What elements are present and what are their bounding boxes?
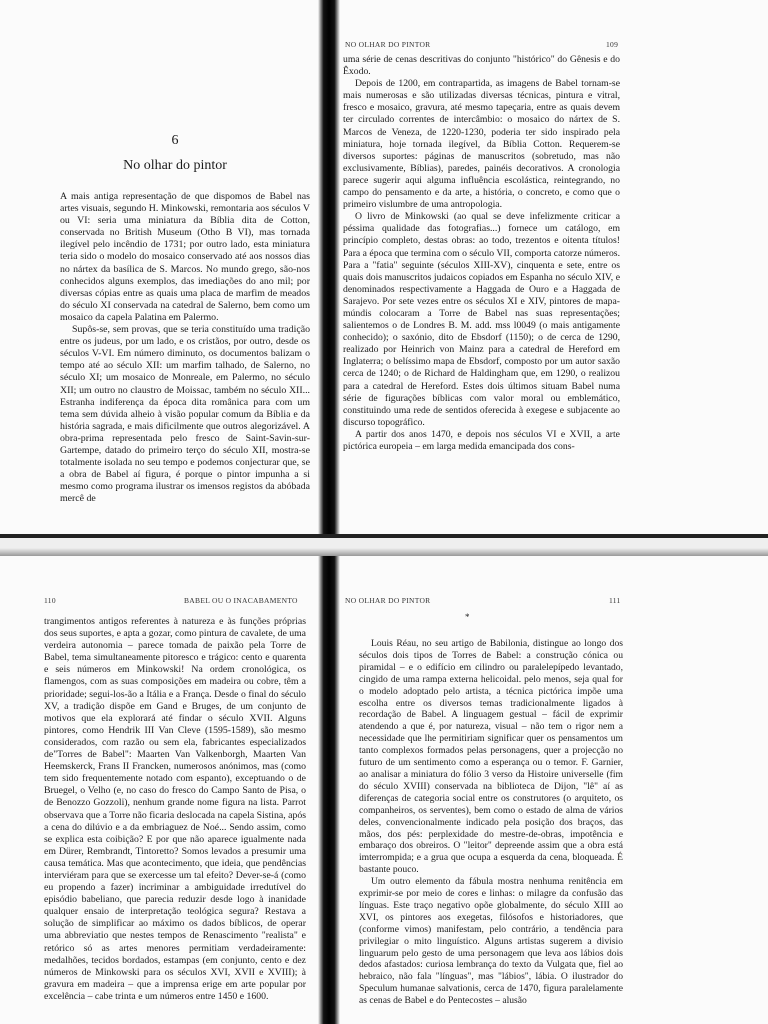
paragraph: A partir dos anos 1470, e depois nos séculos VI e XVII, a arte pictórica europeia – em larga medida emancipada dos cons- — [343, 428, 620, 452]
paragraph: trangimentos antigos referentes à natureza e às funções próprias dos seus suportes, e apta a gozar, como pintura de cavalete, de uma verdeira autonomia – parece tomada de paixão pela Torre de Babel, tema simultaneamente pitoresco e trágico: cento e quarenta e seis números em Minkowski! Na ordem cronológica, os flamengos, com as suas composições em madeira ou cobre, têm a prioridade; segui-los-ão a Itália e a França. Desde o final do século XV, a tradição dispõe em Gand e Bruges, de um conjunto de motivos que ela explorará até findar o século XVII. Alguns pintores, como Hendrik III Van Cleve (1595-1589), são mesmo considerados, com razão ou sem ela, fabricantes especializados de"Torres de Babel": Maarten Van Valkenborgh, Maarten Van Heemskerck, Frans II Francken, numerosos anónimos, mas (como tem sido frequentemente notado com espanto), exceptuando o de Bruegel, o Velho (e, no caso do fresco do Campo Santo de Pisa, o de Benozzo Gozzoli), nenhum grande nome figura na lista. Parrot observava que a Torre não ficaria deslocada na capela Sistina, após a cena do dilúvio e a da embriaguez de Noé... Sendo assim, como se explica esta coibição? E por que não aparece igualmente nada em Dürer, Rembrandt, Tintoretto? Somos levados a presumir uma causa temática. Mas que acontecimento, que ideia, que pendências interviéram para que se exercesse um tal efeito? Dever-se-á (como eu propendo a fazer) incriminar a ambiguidade irredutível do episódio babeliano, que parecia reduzir desde logo à inanidade qualquer ensaio de interpretação teológica segura? Restava a solução de simplificar ao máximo os dados bíblicos, de operar uma abbreviatio que nestes tempos de Renascimento "realista" e retórico só as artes menores permitiam verdadeiramente: medalhões, tecidos bordados, estampas (em conjunto, cento e dez números de Minkowski para os séculos XVI, XVII e XVIII); à gravura em madeira – que a imprensa erige em arte popular por excelência – cabe trinta e um números entre 1450 e 1600. — [44, 616, 306, 1002]
page-separator-shadow — [0, 548, 768, 556]
running-header: NO OLHAR DO PINTOR — [345, 40, 431, 49]
paragraph: Louis Réau, no seu artigo de Babilonia, distingue ao longo dos séculos dois tipos de Torres de Babel: a construção cónica ou piramidal – e o edifício em cilindro ou paralelepípedo levantado, cingido de uma rampa externa helicoidal. pelo menos, seja qual for o modelo adoptado pelo artista, a técnica pictórica impõe uma escolha entre os diversos temas tradicionalmente ligados à recordação de Babel. A linguagem gestual – fácil de exprimir atendendo a que é, por natureza, visual – não tem o rigor nem a necessidade que lhe permitiriam significar quer os pensamentos um tanto complexos formados pelas personagens, quer a projecção no futuro de um sentimento como a esperança ou o temor. F. Garnier, ao analisar a miniatura do fólio 3 verso da Histoire universelle (fim do século XVIII) conservada na biblioteca de Dijon, "lê" aí as diferenças de categoria social entre os construtores (o arquiteto, os companheiros, os serventes), bem como o estado de alma de vários deles, convencionalmente indicado pela posição dos braços, das mãos, dos pés: perplexidade do mestre-de-obras, impotência e embaraço dos obreiros. O "leitor" depreende assim que a obra está imterrompida; e a grua que ocupa a esquerda da cena, bloqueada. É bastante pouco. — [359, 638, 623, 876]
chapter-number: 6 — [171, 133, 179, 148]
page-111-body — [359, 638, 623, 1007]
paragraph: uma série de cenas descritivas do conjunto "histórico" do Gênesis e do Êxodo. — [343, 54, 620, 78]
page-number: 109 — [606, 40, 619, 49]
page-111 — [335, 556, 768, 1024]
page-109 — [335, 0, 768, 536]
page-separator-line — [0, 534, 768, 538]
page-108-body — [60, 191, 310, 505]
page-number: 110 — [44, 596, 56, 605]
page-110-body — [44, 616, 306, 1003]
page-110 — [0, 556, 323, 1024]
paragraph: Um outro elemento da fábula mostra nenhuma renitência em exprimir-se por meio de cores e linhas: o milagre da confusão das línguas. Este traço negativo opõe globalmente, do século XIII ao XVI, os pintores aos exegetas, filósofos e historiadores, que (conforme vimos) manifestam, pelo contrário, a tendência para privilegiar o mito linguístico. Alguns artistas sugerem a divisio linguarum pelo gesto de uma personagem que leva aos lábios dois dedos afastados: curiosa lembrança do texto da Vulgata que, fiel ao hebraico, não fala "línguas", mas "lábios", lábia. O ilustrador do Speculum humanae salvationis, cerca de 1470, figura paralelamente as cenas de Babel e do Pentecostes – alusão — [359, 876, 623, 1007]
paragraph: A mais antiga representação de que dispomos de Babel nas artes visuais, segundo H. Minkowski, remontaria aos séculos V ou VI: seria uma miniatura da Bíblia dita de Cotton, conservada no British Museum (Otho B VI), mas tornada ilegível pelo incêndio de 1731; por outro lado, esta miniatura teria sido o modelo do mosaico conservado até aos nossos dias no nártex da basílica de S. Marcos. No mundo grego, são-nos conhecidos alguns exemplos, das imediações do ano mil; por diversas cópias entre as quais uma placa de marfim de meados do século XI conservada na catedral de Salerno, bem como um mosaico da capela Palatina em Palermo. — [60, 191, 310, 323]
paragraph: O livro de Minkowski (ao qual se deve infelizmente criticar a péssima qualidade das fotografias...) fornece um catálogo, em princípio completo, destas obras: ao todo, trezentos e oitenta títulos! Para a época que termina com o século VII, comporta catorze números. Para a "fatia" seguinte (séculos XIII-XV), cinquenta e sete, entre os quais dois manuscritos judaicos copiados em Espanha no século XIV, e denominados respectivamente a Haggada de Ouro e a Haggada de Sarajevo. Por sete vezes entre os séculos XI e XIV, pintores de mapa-múndis colocaram a Torre de Babel nas suas representações; salientemos o de Londres B. M. add. mss l0049 (o mais antigamente conhecido); o saxónio, dito de Ebsdorf (1150); o de cerca de 1290, realizado por Heinrich von Mainz para a catedral de Hereford em Inglaterra; o belíssimo mapa de Ebsdorf, composto por um autor saxão cerca de 1240; o de Richard de Haldingham que, em 1290, o realizou para a catedral de Hereford. Estes dois últimos situam Babel numa série de figurações bíblicas com valor moral ou emblemático, constituindo uma rede de sentidos oferecida à exegese e subjacente ao discurso topográfico. — [343, 211, 620, 428]
running-header: NO OLHAR DO PINTOR — [345, 596, 431, 605]
binding-shadow-top — [318, 0, 340, 536]
page-109-body — [343, 54, 620, 453]
chapter-title: No olhar do pintor — [123, 158, 227, 173]
page-number: 111 — [609, 596, 621, 605]
paragraph: Depois de 1200, em contrapartida, as imagens de Babel tornam-se mais numerosas e são utilizadas diversas técnicas, pintura e vitral, fresco e mosaico, gravura, até mesmo tapeçaria, entre as quais devem ter circulado correntes de intercâmbio: o mosaico do nártex de S. Marcos de Veneza, de 1220-1230, poderia ter sido inspirado pela miniatura, hoje tornada ilegível, da Bíblia Cotton. Requerem-se diversos suportes: páginas de manuscritos (sobretudo, mas não exclusivamente, Bíblias), paredes, painéis decorativos. A cronologia parece sugerir aqui alguma influência escolástica, reintegrando, no campo do pensamento e da arte, a história, o concreto, e como que o primeiro vislumbre de uma antropologia. — [343, 78, 620, 211]
running-header: BABEL OU O INACABAMENTO — [184, 596, 298, 605]
section-separator: * — [465, 612, 470, 622]
page-108 — [0, 0, 323, 536]
paragraph: Supôs-se, sem provas, que se teria constituído uma tradição entre os judeus, por um lado, e os cristãos, por outro, desde os séculos V-VI. Em número diminuto, os documentos balizam o tempo até ao século XII: um marfim talhado, de Salerno, no século XI; um mosaico de Monreale, em Palermo, no século XII; um outro no claustro de Moissac, também no século XII... Estranha indiferença da época dita românica para com um tema sem dúvida alheio à visão popular comum da Bíblia e da história sagrada, e mais dificilmente que outros alegorizável. A obra-prima representada pelo fresco de Saint-Savin-sur-Gartempe, datado do primeiro terço do século XII, mostra-se totalmente isolada no seu tempo e podemos conjecturar que, se a obra de Babel aí figura, é porque o pintor impunha a si mesmo como programa ilustrar os imensos registos da abóbada mercê de — [60, 324, 310, 505]
binding-shadow-bottom — [318, 556, 340, 1024]
